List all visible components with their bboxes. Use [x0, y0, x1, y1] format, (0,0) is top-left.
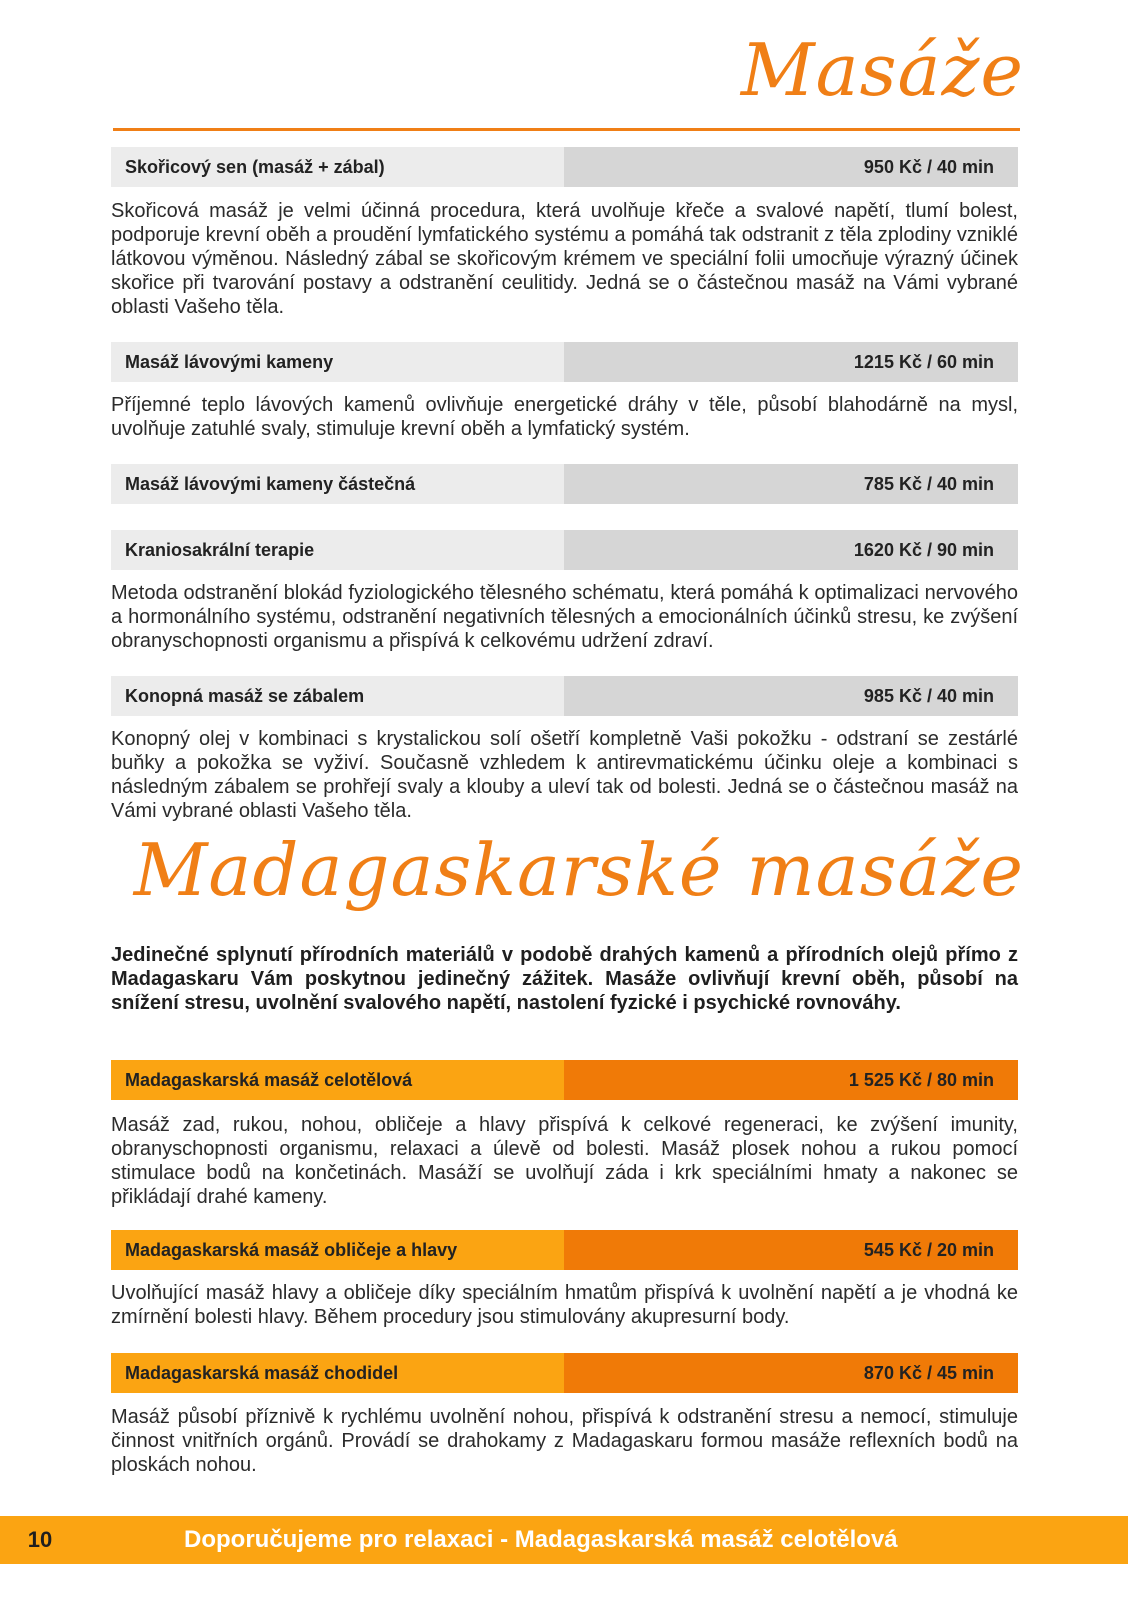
service-row [111, 1353, 1018, 1393]
footer-bar [0, 1516, 1128, 1564]
service-row [111, 342, 1018, 382]
service-name: Masáž lávovými kameny částečná [111, 464, 564, 504]
service-name: Masáž lávovými kameny [111, 342, 564, 382]
service-price: 545 Kč / 20 min [564, 1230, 1018, 1270]
service-name: Madagaskarská masáž chodidel [111, 1353, 564, 1393]
service-row [111, 530, 1018, 570]
service-name: Kraniosakrální terapie [111, 530, 564, 570]
service-row [111, 1230, 1018, 1270]
service-row [111, 676, 1018, 716]
service-row [111, 147, 1018, 187]
service-description: Příjemné teplo lávových kamenů ovlivňuje energetické dráhy v těle, působí blahodárně na mysl, uvolňuje zatuhlé svaly, stimuluje krevní oběh a lymfatický systém. [111, 394, 1018, 440]
service-row [111, 464, 1018, 504]
service-description: Metoda odstranění blokád fyziologického tělesného schématu, která pomáhá k optimalizaci nervového a hormonálního systému, odstranění negativních tělesných a emocionálních účinků stresu, ke zvýšení obranyschopnosti organismu a přispívá k celkovému udržení zdraví. [111, 582, 1018, 652]
section-title: Madagaskarské masáže [133, 828, 1024, 912]
service-name: Madagaskarská masáž obličeje a hlavy [111, 1230, 564, 1270]
service-price: 1 525 Kč / 80 min [564, 1060, 1018, 1100]
service-price: 1215 Kč / 60 min [564, 342, 1018, 382]
service-description: Masáž působí příznivě k rychlému uvolnění nohou, přispívá k odstranění stresu a nemocí, stimuluje činnost vnitřních orgánů. Provádí se drahokamy z Madagaskaru formou masáže reflexních bodů na ploskách nohou. [111, 1406, 1018, 1476]
service-price: 985 Kč / 40 min [564, 676, 1018, 716]
service-name: Konopná masáž se zábalem [111, 676, 564, 716]
service-name: Madagaskarská masáž celotělová [111, 1060, 564, 1100]
section-intro: Jedinečné splynutí přírodních materiálů v podobě drahých kamenů a přírodních olejů přímo z Madagaskaru Vám poskytnou jedinečný zážitek. Masáže ovlivňují krevní oběh, působí na snížení stresu, uvolnění svalového napětí, nastolení fyzické i psychické rovnováhy. [111, 944, 1018, 1014]
service-price: 950 Kč / 40 min [564, 147, 1018, 187]
service-price: 870 Kč / 45 min [564, 1353, 1018, 1393]
service-price: 785 Kč / 40 min [564, 464, 1018, 504]
service-description: Skořicová masáž je velmi účinná procedura, která uvolňuje křeče a svalové napětí, tlumí bolest, podporuje krevní oběh a proudění lymfatického systému a pomáhá tak odstranit z těla zplodiny vzniklé látkovou výměnou. Následný zábal se skořicovým krémem ve speciální folii umocňuje výrazný účinek skořice při tvarování postavy a odstranění ceulitidy. Jedná se o částečnou masáž na Vámi vybrané oblasti Vašeho těla. [111, 200, 1018, 318]
page-title: Masáže [740, 28, 1024, 112]
footer-recommendation: Doporučujeme pro relaxaci - Madagaskarská masáž celotělová [184, 1526, 898, 1553]
service-row [111, 1060, 1018, 1100]
title-divider [113, 128, 1020, 131]
page-number: 10 [27, 1527, 53, 1552]
service-description: Konopný olej v kombinaci s krystalickou solí ošetří kompletně Vaši pokožku - odstraní se zestárlé buňky a pokožka se vyživí. Současně vzhledem k antirevmatickému účinku oleje a kombinaci s následným zábalem se prohřejí svaly a klouby a uleví tak od bolesti. Jedná se o částečnou masáž na Vámi vybrané oblasti Vašeho těla. [111, 728, 1018, 822]
service-description: Masáž zad, rukou, nohou, obličeje a hlavy přispívá k celkové regeneraci, ke zvýšení imunity, obranyschopnosti organismu, relaxaci a úlevě od bolesti. Masáž plosek nohou a rukou pomocí stimulace bodů na končetinách. Masáží se uvolňují záda i krk speciálními hmaty a nakonec se přikládají drahé kameny. [111, 1114, 1018, 1208]
service-price: 1620 Kč / 90 min [564, 530, 1018, 570]
service-description: Uvolňující masáž hlavy a obličeje díky speciálním hmatům přispívá k uvolnění napětí a je vhodná ke zmírnění bolesti hlavy. Během procedury jsou stimulovány akupresurní body. [111, 1282, 1018, 1328]
service-name: Skořicový sen (masáž + zábal) [111, 147, 564, 187]
